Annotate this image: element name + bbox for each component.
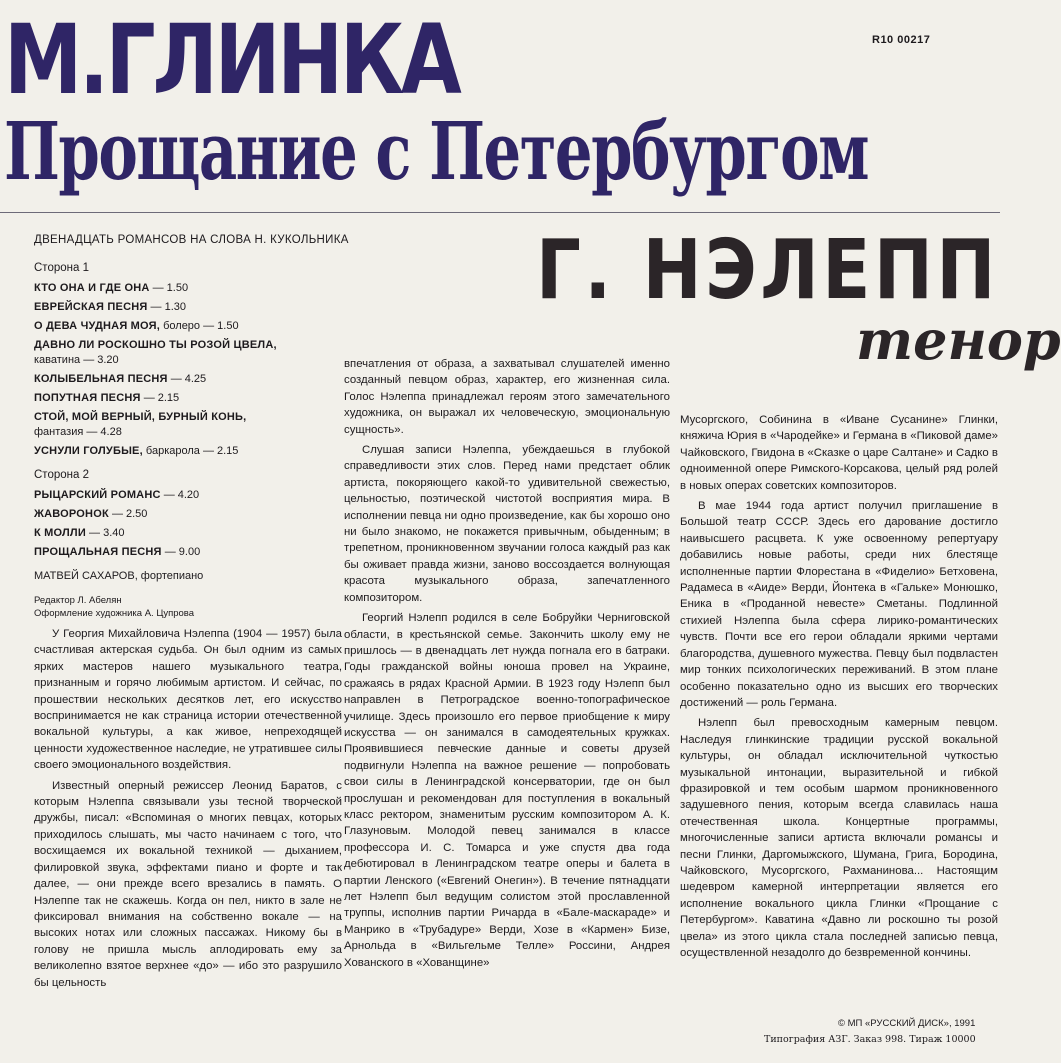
- track-item: [34, 507, 344, 522]
- paragraph: Мусоргского, Собинина в «Иване Сусанине» Глинки, княжича Юрия в «Чародейке» и Германа в «Пиковой даме» Чайковского, Гвидона в «Сказке о царе Салтане» и Садко в одноименной опере Римского-Корсакова, целый ряд ролей в новых операх советских композиторов.: [680, 414, 998, 492]
- pianist-credit: МАТВЕЙ САХАРОВ, фортепиано: [34, 570, 204, 582]
- track-name: ЕВРЕЙСКАЯ ПЕСНЯ: [34, 301, 148, 313]
- track-name: ДАВНО ЛИ РОСКОШНО ТЫ РОЗОЙ ЦВЕЛА,: [34, 339, 277, 351]
- work-title: Прощание с Петербургом: [4, 104, 869, 198]
- track-name: КТО ОНА И ГДЕ ОНА: [34, 282, 150, 294]
- paragraph: В мае 1944 года артист получил приглашение в Большой театр СССР. Здесь его дарование достигло наивысшего расцвета. К уже освоенному репертуару добавились новые работы, среди них блестяще исполненные партии Флорестана в «Фиделио» Бетховена, Радамеса в «Аиде» Верди, Йонтека в «Гальке» Монюшко, Еника в «Проданной невесте» Сметаны. Подлинной стихией Нэлеппа была сфера лирико-романтических чувств. Почти все его герои обладали яркими чертами благородства, душевного мужества. Певцу был подвластен мир тонких психологических переживаний. В этом плане особенно показательно одно из высших его творческих достижений — роль Германа.: [680, 500, 998, 709]
- catalog-number: R10 00217: [872, 34, 931, 46]
- track-name: К МОЛЛИ: [34, 527, 86, 539]
- track-item: [34, 444, 344, 459]
- track-item: [34, 372, 344, 387]
- text-column-3: [680, 412, 998, 961]
- text-column-1: [34, 626, 342, 991]
- track-detail: фантазия — 4.28: [34, 426, 122, 438]
- copyright-notice: © МП «РУССКИЙ ДИСК», 1991: [838, 1018, 976, 1029]
- track-detail: — 1.50: [152, 282, 189, 294]
- track-detail: — 9.00: [164, 546, 201, 558]
- track-name: ПОПУТНАЯ ПЕСНЯ: [34, 392, 141, 404]
- printer-info: Типография АЗГ. Заказ 998. Тираж 10000: [764, 1034, 976, 1045]
- paragraph: У Георгия Михайловича Нэлеппа (1904 — 1957) была счастливая актерская судьба. Он был одним из самых ярких мастеров нашего музыкального театра, признанным и горячо любимым артистом. И сейчас, по прошествии нескольких десятков лет, его искусство воспринимается не как страница истории отечественной вокальной культуры, а как живое, непреходящей ценности художественное наследие, не утратившее силы своего эмоционального воздействия.: [34, 628, 342, 772]
- track-name: КОЛЫБЕЛЬНАЯ ПЕСНЯ: [34, 373, 168, 385]
- track-name: УСНУЛИ ГОЛУБЫЕ,: [34, 445, 143, 457]
- composer-title: М.ГЛИНКА: [4, 4, 459, 116]
- track-name: СТОЙ, МОЙ ВЕРНЫЙ, БУРНЫЙ КОНЬ,: [34, 411, 247, 423]
- track-name: О ДЕВА ЧУДНАЯ МОЯ,: [34, 320, 161, 332]
- header-divider: [0, 212, 1000, 213]
- paragraph: Известный оперный режиссер Леонид Баратов, с которым Нэлеппа связывали узы тесной творческой дружбы, писал: «Вспоминая о многих певцах, которых приходилось слышать, мы часто начинаем с того, что восхищаемся их вокальной техникой — дыханием, филировкой звука, эффектами пиано и форте и так далее, — они прежде всего врезались в память. О Нэлеппе так не скажешь. Когда он пел, никто в зале не фиксировал внимания на собственно вокале — на высоких нотах или сложных пассажах. Никому бы в голову не пришла мысль аплодировать ему за великолепно взятое верхнее «до» — ибо это разрушило бы цельность: [34, 779, 342, 989]
- track-detail: — 2.50: [111, 508, 148, 520]
- track-item: [34, 526, 344, 541]
- track-detail: — 2.15: [143, 392, 180, 404]
- paragraph: впечатления от образа, а захватывал слушателей именно созданный певцом образ, характер, его жизненная сила. Голос Нэлеппа принадлежал героям этого замечательного художника, он выражал их человеческую, эмоциональную сущность».: [344, 358, 670, 436]
- track-detail: — 4.25: [170, 373, 207, 385]
- track-item: [34, 410, 344, 440]
- track-detail: — 4.20: [163, 489, 200, 501]
- performer-name: Г. НЭЛЕПП: [536, 223, 999, 318]
- side-label: Сторона 2: [34, 469, 89, 481]
- paragraph: Георгий Нэлепп родился в селе Бобруйки Черниговской области, в крестьянской семье. Закончить школу ему не пришлось — в двенадцать лет нужда погнала его в батраки. Годы гражданской войны юноша провел на Украине, сражаясь в рядах Красной Армии. В 1923 году Нэлепп был направлен в Петроградское военно-топографическое училище. Здесь произошло его первое приобщение к миру искусства — он занимался в самодеятельных кружках. Проявившиеся певческие данные и советы друзей подвигнули Нэлеппа на важное решение — попробовать свои силы в Ленинградской консерватории, где он был прослушан и рекомендован для поступления в вокальный класс ректором, знаменитым русским композитором А. К. Глазуновым. Молодой певец занимался в классе профессора И. С. Томарса и уже спустя два года дебютировал в Ленинградском театре оперы и балета в партии Ленского («Евгений Онегин»). В течение пятнадцати лет Нэлепп был ведущим солистом этой прославленной труппы, исполнив партии Ричарда в «Бале-маскараде» и Манрико в «Трубадуре» Верди, Хозе в «Кармен» Бизе, Арнольда в «Вильгельме Телле» Россини, Андрея Хованского в «Хованщине»: [344, 612, 670, 969]
- track-list: [34, 262, 344, 620]
- track-item: [34, 319, 344, 334]
- paragraph: Нэлепп был превосходным камерным певцом. Наследуя глинкинские традиции русской вокальной культуры, он обладал исключительной чуткостью музыкальной интонации, выразительной и гибкой фразировкой и тем особым шармом проникновенного задушевного пения, которым всегда славилась наша отечественная школа. Концертные программы, многочисленные записи артиста включали романсы и песни Глинки, Даргомыжского, Шумана, Грига, Бородина, Чайковского, Мусоргского, Рахманинова... Настоящим шедевром камерной интерпретации является его исполнение вокального цикла Глинки «Прощание с Петербургом». Каватина «Давно ли роскошно ты розой цвела» из этого цикла стала последней записью певца, осуществленной незадолго до безвременной кончины.: [680, 717, 998, 959]
- track-detail: баркарола — 2.15: [145, 445, 239, 457]
- track-detail: — 3.40: [89, 527, 125, 539]
- track-name: ПРОЩАЛЬНАЯ ПЕСНЯ: [34, 546, 162, 558]
- editor-credit: Редактор Л. Абелян: [34, 595, 122, 606]
- side-label: Сторона 1: [34, 262, 89, 274]
- track-item: [34, 281, 344, 296]
- subtitle: ДВЕНАДЦАТЬ РОМАНСОВ НА СЛОВА Н. КУКОЛЬНИКА: [34, 234, 349, 246]
- track-item: [34, 300, 344, 315]
- voice-type: тенор: [856, 308, 1061, 372]
- track-detail: каватина — 3.20: [34, 354, 119, 366]
- track-detail: — 1.30: [150, 301, 186, 313]
- track-item: [34, 488, 344, 503]
- paragraph: Слушая записи Нэлеппа, убеждаешься в глубокой справедливости этих слов. Перед нами предстает облик артиста, покоряющего какой-то удивительной свежестью, цельностью, поэтической чистотой восприятия мира. В исполнении певца ни одно произведение, как бы хорошо оно ни было знакомо, не покажется привычным, обыденным; в трепетном, проникновенном звучании голоса каждый раз как бы оживает правда жизни, заново воссоздается волнующая красота музыкального образа, запечатленного композитором.: [344, 444, 670, 604]
- track-item: [34, 391, 344, 406]
- design-credit: Оформление художника А. Цупрова: [34, 608, 195, 619]
- track-name: ЖАВОРОНОК: [34, 508, 109, 520]
- text-column-2: [344, 356, 670, 971]
- track-item: [34, 338, 344, 368]
- track-name: РЫЦАРСКИЙ РОМАНС: [34, 489, 161, 501]
- track-item: [34, 545, 344, 560]
- track-detail: болеро — 1.50: [163, 320, 239, 332]
